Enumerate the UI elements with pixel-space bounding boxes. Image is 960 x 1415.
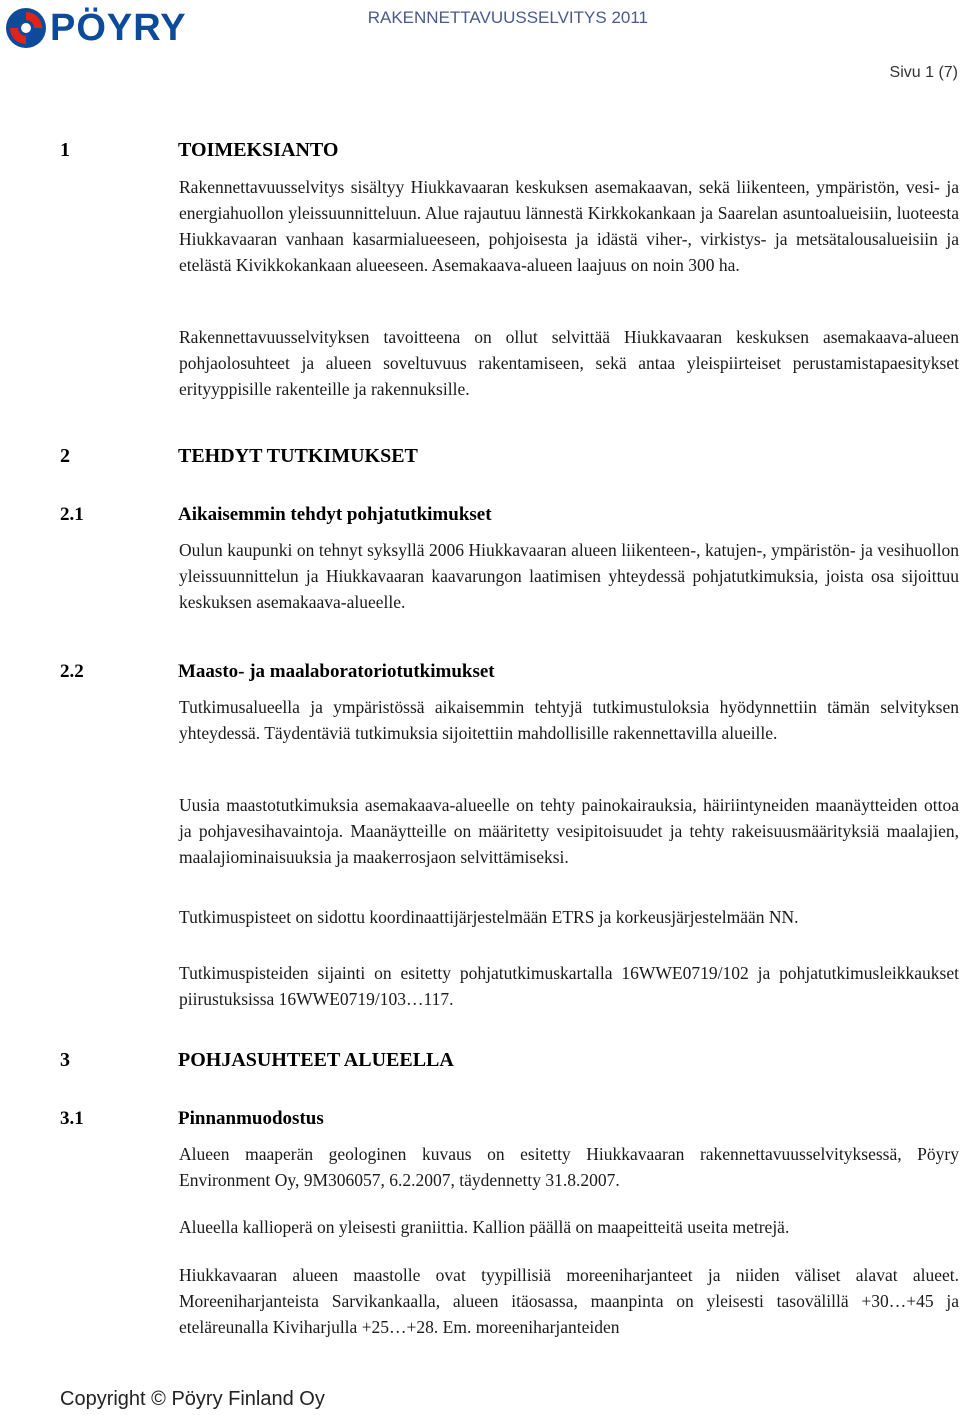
section-number: 2 (60, 445, 70, 467)
poyry-logo-icon (4, 6, 48, 50)
subsection-number: 3.1 (60, 1108, 84, 1129)
paragraph: Rakennettavuusselvityksen tavoitteena on ollut selvittää Hiukkavaaran keskuksen asemakaava-alueen pohjaolosuhteet ja alueen soveltuvuus rakentamiseen, sekä antaa yleispiirteiset perustamistapaesitykset erityyppisille rakenteille ja rakennuksille. (179, 327, 959, 399)
subsection-title: Maasto- ja maalaboratoriotutkimukset (178, 661, 495, 682)
page-number: Sivu 1 (7) (889, 64, 958, 81)
subsection-title: Aikaisemmin tehdyt pohjatutkimukset (178, 504, 492, 525)
paragraph: Uusia maastotutkimuksia asemakaava-alueelle on tehty painokairauksia, häiriintyneiden maanäytteiden ottoa ja pohjavesihavaintoja. Maanäytteille on määritetty vesipitoisuudet ja tehty rakeisuusmäärityksiä maalajien, maalajiominaisuuksia ja maakerrosjaon selvittämiseksi. (179, 795, 959, 867)
section-title: POHJASUHTEET ALUEELLA (178, 1049, 454, 1071)
subsection-title: Pinnanmuodostus (178, 1108, 324, 1129)
paragraph: Tutkimusalueella ja ympäristössä aikaisemmin tehtyjä tutkimustuloksia hyödynnettiin tämän selvityksen yhteydessä. Täydentäviä tutkimuksia sijoitettiin mahdollisille rakennettavilla alueille. (179, 697, 959, 743)
subsection-number: 2.2 (60, 661, 84, 682)
section-number: 1 (60, 139, 70, 161)
paragraph: Oulun kaupunki on tehnyt syksyllä 2006 Hiukkavaaran alueen liikenteen-, katujen-, ympäristön- ja vesihuollon yleissuunnittelun ja Hiukkavaaran kaavarungon laatimisen yhteydessä pohjatutkimuksia, joista osa sijoittuu keskuksen asemakaava-alueelle. (179, 540, 959, 612)
subsection-heading-3-1 (60, 1107, 960, 1131)
section-heading-3 (60, 1048, 960, 1072)
company-logo (4, 6, 187, 50)
subsection-number: 2.1 (60, 504, 84, 525)
section-title: TOIMEKSIANTO (178, 139, 339, 161)
logo-text: PÖYRY (50, 6, 187, 49)
paragraph: Alueella kallioperä on yleisesti graniittia. Kallion päällä on maapeitteitä useita metrejä. (179, 1217, 790, 1237)
paragraph: Hiukkavaaran alueen maastolle ovat tyypillisiä moreeniharjanteet ja niiden väliset alavat alueet. Moreeniharjanteista Sarvikankaalla, alueen itäosassa, maanpinta on yleisesti tasovälillä +30…+45 ja eteläreunalla Kiviharjulla +25…+28. Em. moreeniharjanteiden (179, 1265, 959, 1337)
paragraph: Rakennettavuusselvitys sisältyy Hiukkavaaran keskuksen asemakaavan, sekä liikenteen, ympäristön, vesi- ja energiahuollon yleissuunnitteluun. Alue rajautuu lännestä Kirkkokankaan ja Saarelan asuntoalueisiin, luoteesta Hiukkavaaran vanhaan kasarmialueeseen, pohjoisesta ja idästä viher-, virkistys- ja metsätalousalueisiin ja etelästä Kivikkokankaan alueeseen. Asemakaava-alueen laajuus on noin 300 ha. (179, 177, 959, 275)
section-title: TEHDYT TUTKIMUKSET (178, 445, 418, 467)
document-title: RAKENNETTAVUUSSELVITYS 2011 (367, 8, 648, 27)
section-heading-1 (60, 138, 960, 162)
subsection-heading-2-1 (60, 503, 960, 527)
subsection-heading-2-2 (60, 660, 960, 684)
section-number: 3 (60, 1049, 70, 1071)
paragraph: Tutkimuspisteiden sijainti on esitetty pohjatutkimuskartalla 16WWE0719/102 ja pohjatutkimusleikkaukset piirustuksissa 16WWE0719/103…117. (179, 963, 959, 1009)
copyright-footer: Copyright © Pöyry Finland Oy (60, 1388, 325, 1410)
section-heading-2 (60, 444, 960, 468)
paragraph: Tutkimuspisteet on sidottu koordinaattijärjestelmään ETRS ja korkeusjärjestelmään NN. (179, 907, 799, 927)
paragraph: Alueen maaperän geologinen kuvaus on esitetty Hiukkavaaran rakennettavuusselvityksessä, Pöyry Environment Oy, 9M306057, 6.2.2007, täydennetty 31.8.2007. (179, 1144, 959, 1190)
